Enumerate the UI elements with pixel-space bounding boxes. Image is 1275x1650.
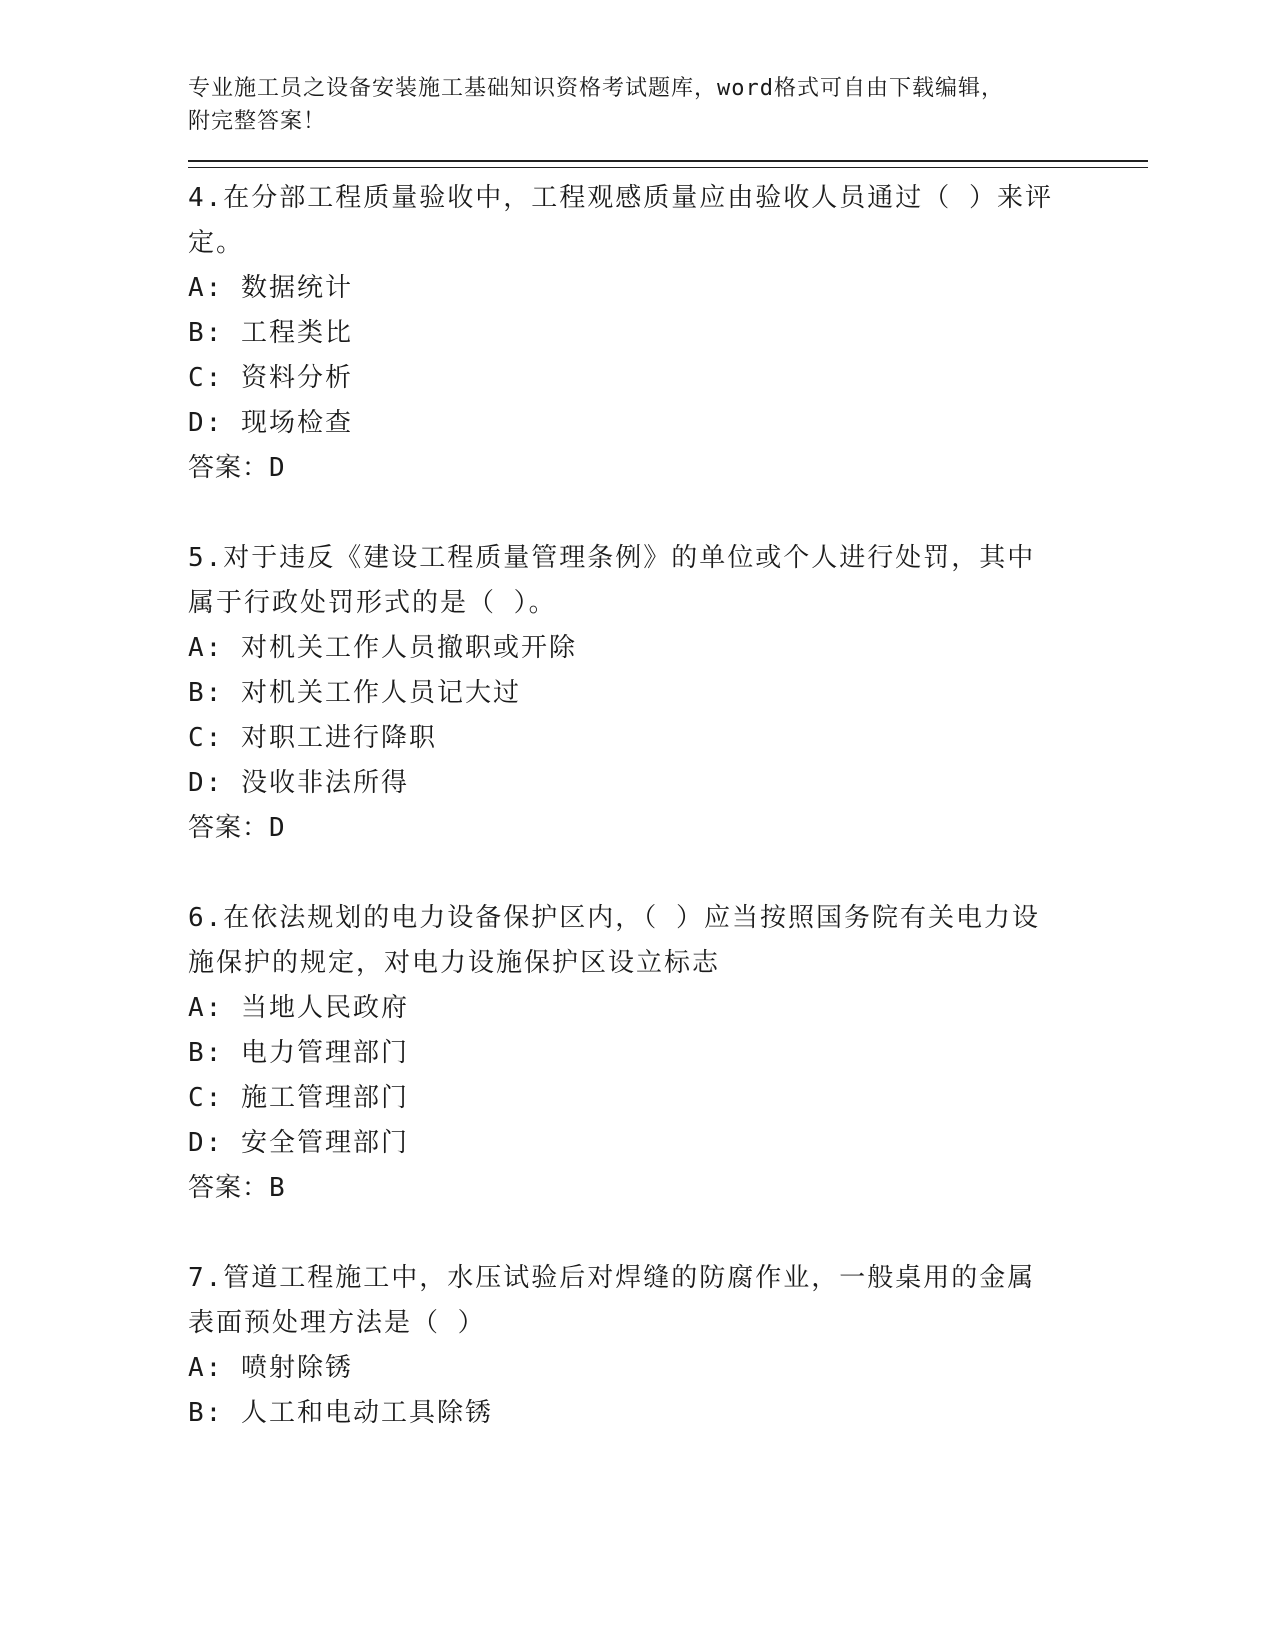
header-line-1: 专业施工员之设备安装施工基础知识资格考试题库，word格式可自由下载编辑， [188,76,1004,101]
option-a: A: 喷射除锈 [188,1353,353,1383]
question-stem: 7.管道工程施工中，水压试验后对焊缝的防腐作业，一般桌用的金属 [188,1263,1036,1293]
question-stem: 4.在分部工程质量验收中，工程观感质量应由验收人员通过（ ）来评 [188,183,1053,213]
document-header [188,72,1148,138]
question-spacer [188,851,1148,896]
question-5 [188,536,1148,851]
option-b: B: 对机关工作人员记大过 [188,678,521,708]
option-b: B: 电力管理部门 [188,1038,409,1068]
question-7 [188,1256,1148,1436]
option-c: C: 资料分析 [188,363,353,393]
question-spacer [188,491,1148,536]
question-stem: 5.对于违反《建设工程质量管理条例》的单位或个人进行处罚，其中 [188,543,1036,573]
question-stem-cont: 定。 [188,228,245,258]
option-d: D: 现场检查 [188,408,353,438]
option-b: B: 人工和电动工具除锈 [188,1398,493,1428]
option-c: C: 对职工进行降职 [188,723,437,753]
answer-line: 答案：D [188,453,286,483]
answer-line: 答案：B [188,1173,286,1203]
question-stem-cont: 属于行政处罚形式的是（ ）。 [188,588,557,618]
option-a: A: 当地人民政府 [188,993,409,1023]
document-page [188,72,1148,1436]
question-4 [188,176,1148,491]
question-6 [188,896,1148,1211]
option-a: A: 对机关工作人员撤职或开除 [188,633,577,663]
question-spacer [188,1211,1148,1256]
option-a: A: 数据统计 [188,273,353,303]
question-stem-cont: 表面预处理方法是（ ） [188,1308,486,1338]
answer-line: 答案：D [188,813,286,843]
option-d: D: 安全管理部门 [188,1128,409,1158]
option-c: C: 施工管理部门 [188,1083,409,1113]
option-d: D: 没收非法所得 [188,768,409,798]
header-divider [188,160,1148,168]
header-line-2: 附完整答案！ [188,109,327,134]
question-stem: 6.在依法规划的电力设备保护区内，（ ）应当按照国务院有关电力设 [188,903,1040,933]
option-b: B: 工程类比 [188,318,353,348]
question-stem-cont: 施保护的规定，对电力设施保护区设立标志 [188,948,721,978]
